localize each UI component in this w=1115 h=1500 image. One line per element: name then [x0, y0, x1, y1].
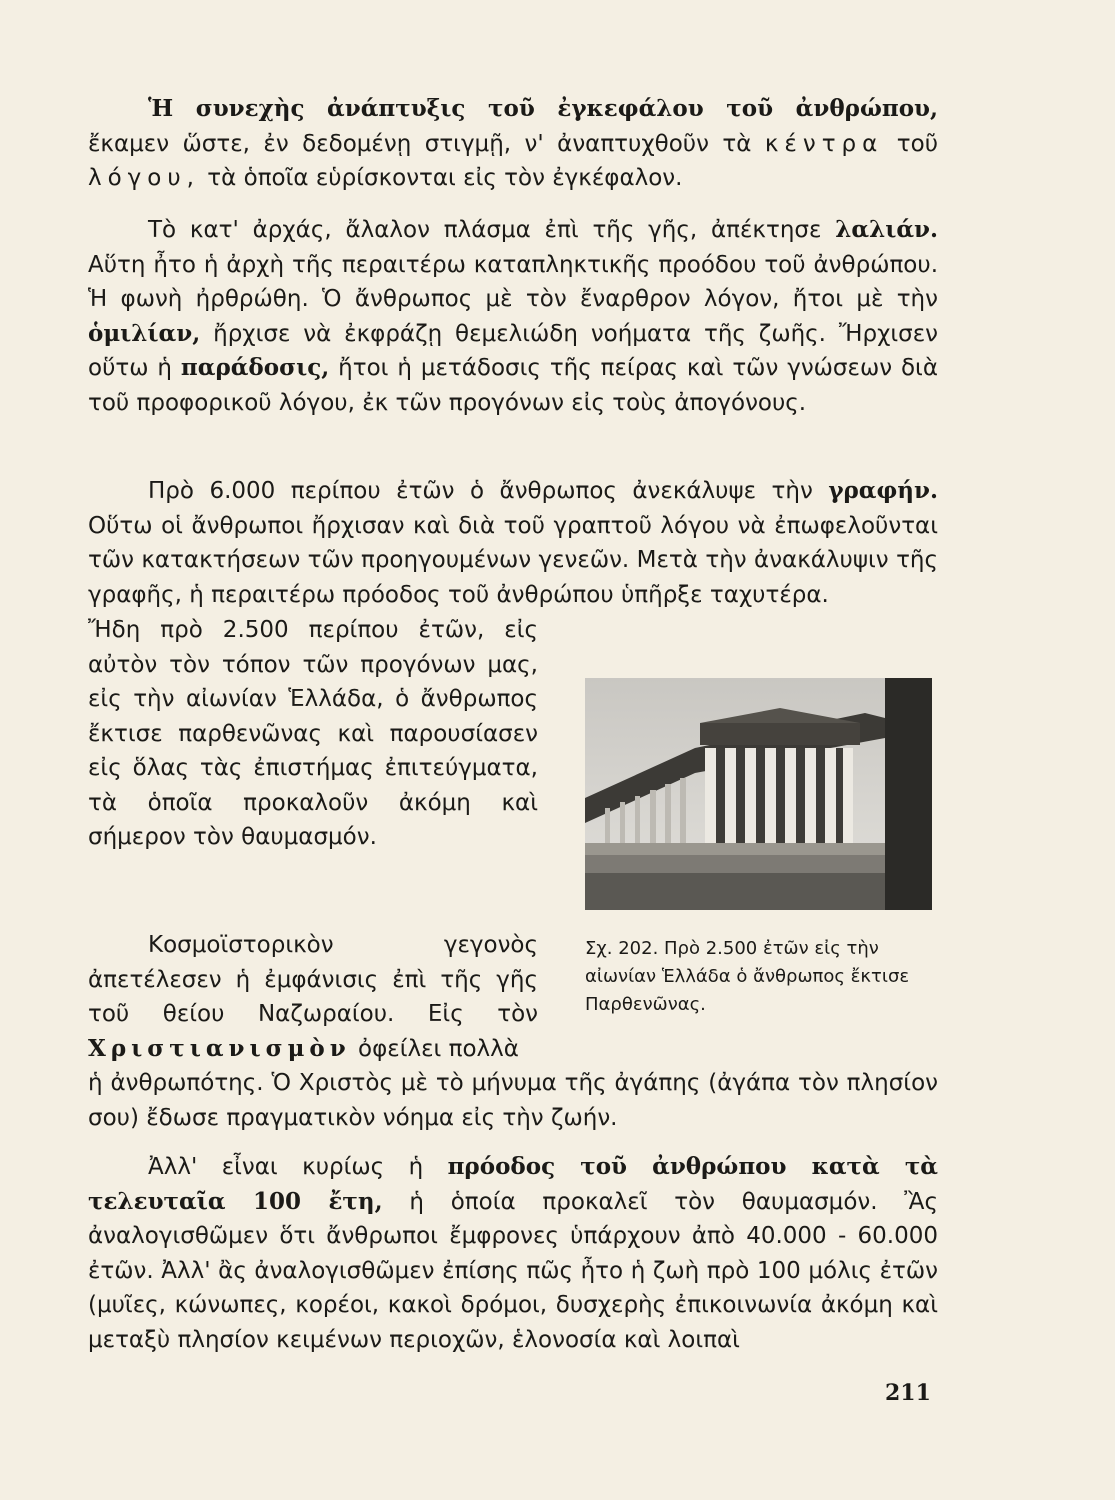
text-span: ὀφείλει πολλὰ — [350, 1036, 519, 1062]
paragraph-ancient-greece — [88, 613, 538, 855]
bold-term: γραφήν. — [828, 477, 938, 504]
text-span: Πρὸ 6.000 περίπου ἐτῶν ὁ ἄνθρωπος ἀνεκάλυψε τὴν — [148, 478, 829, 504]
text-span: Ἀλλ' εἶναι κυρίως ἡ — [148, 1154, 448, 1180]
text-span: Οὕτω οἱ ἄνθρωποι ἤρχισαν καὶ διὰ τοῦ γραπτοῦ λόγου νὰ ἐπωφελοῦνται τῶν κατακτήσεων τῶν προηγουμένων γενεῶν. Μετὰ τὴν ἀνακάλυψιν τῆς γραφῆς, ἡ περαιτέρω πρόοδος τοῦ ἀνθρώπου ὑπῆρξε ταχυτέρα. — [88, 512, 938, 608]
paragraph-christianity-line — [88, 1032, 538, 1067]
text-span: ἡ ὁποία προκαλεῖ τὸν θαυμασμόν. Ἂς ἀναλογισθῶμεν ὅτι ἄνθρωποι ἔμφρονες ὑπάρχουν ἀπὸ 40.000 - 60.000 ἐτῶν. Ἀλλ' ἂς ἀναλογισθῶμεν ἐπίσης πῶς ἦτο ἡ ζωὴ πρὸ 100 μόλις ἐτῶν (μυῖες, κώνωπες, κορέοι, κακοὶ δρόμοι, δυσχερὴς ἐπικοινωνία ἀκόμη καὶ μεταξὺ πλησίον κειμένων περιοχῶν, ἑλονοσία καὶ λοιπαὶ — [88, 1188, 938, 1353]
paragraph-progress — [88, 1150, 938, 1357]
parthenon-illustration — [585, 678, 932, 910]
page-number: 211 — [885, 1380, 931, 1406]
text-span: ἤρχισε νὰ ἐκφράζῃ θεμελιώδη νοήματα τῆς ζωῆς. Ἤρχισεν οὕτω ἡ — [88, 320, 938, 381]
text-span: τοῦ — [883, 130, 938, 157]
paragraph-writing — [88, 474, 938, 612]
text-span: ἡ ἀνθρωπότης. Ὁ Χριστὸς μὲ τὸ μήνυμα τῆς ἀγάπης (ἀγάπα τὸν πλησίον σου) ἔδωσε πραγματικὸν νόημα εἰς τὴν ζωήν. — [88, 1070, 938, 1131]
text-span: τὰ ὁποῖα εὑρίσκονται εἰς τὸν ἐγκέφαλον. — [200, 165, 683, 191]
bold-term: λαλιάν. — [835, 216, 938, 243]
text-span: Τὸ κατ' ἀρχάς, ἄλαλον πλάσμα ἐπὶ τῆς γῆς, ἀπέκτησε — [148, 217, 836, 243]
text-span: Κοσμοϊστορικὸν γεγονὸς ἀπετέλεσεν ἡ ἐμφάνισις ἐπὶ τῆς γῆς τοῦ θείου Ναζωραίου. Εἰς τὸν — [88, 932, 538, 1027]
parthenon-photo — [585, 678, 932, 910]
bold-term: ὁμιλίαν, — [88, 319, 201, 347]
text-span: Αὕτη ἦτο ἡ ἀρχὴ τῆς περαιτέρω καταπληκτικῆς προόδου τοῦ ἀνθρώπου. Ἡ φωνὴ ἠρθρώθη. Ὁ ἄνθρωπος μὲ τὸν ἔναρθρον λόγον, ἤτοι μὲ τὴν — [88, 251, 938, 312]
paragraph-christianity-part2 — [88, 1066, 938, 1135]
spaced-word: λόγου, — [88, 165, 200, 191]
figure-caption: Σχ. 202. Πρὸ 2.500 ἐτῶν εἰς τὴν αἰωνίαν Ἑλλάδα ὁ ἄνθρωπος ἔκτισε Παρθενῶνας. — [585, 938, 910, 1015]
spaced-bold-term: Χριστιανισμὸν — [88, 1035, 351, 1062]
bold-lead: Ἡ συνεχὴς ἀνάπτυξις τοῦ ἐγκεφάλου τοῦ ἀνθρώπου, — [148, 95, 938, 122]
paragraph-brain-development — [88, 92, 938, 196]
text-span: ἤτοι ἡ μετάδοσις τῆς πείρας καὶ τῶν γνώσεων διὰ τοῦ προφορικοῦ λόγου, ἐκ τῶν προγόνων εἰς τοὺς ἀπογόνους. — [88, 355, 938, 416]
paragraph-christianity-part1 — [88, 928, 538, 1032]
paragraph-speech — [88, 213, 938, 420]
text-span: Ἤδη πρὸ 2.500 περίπου ἐτῶν, εἰς αὐτὸν τὸν τόπον τῶν προγόνων μας, εἰς τὴν αἰωνίαν Ἑλλάδα, ὁ ἄνθρωπος ἔκτισε παρθενῶνας καὶ παρουσίασεν εἰς ὅλας τὰς ἐπιστήμας ἐπιτεύγματα, τὰ ὁποῖα προκαλοῦν ἀκόμη καὶ σήμερον τὸν θαυμασμόν. — [88, 617, 538, 850]
text-span: ἔκαμεν ὥστε, ἐν δεδομένῃ στιγμῇ, ν' ἀναπτυχθοῦν τὰ — [88, 130, 765, 157]
bold-term: πρόοδος τοῦ ἀνθρώπου κατὰ τὰ τελευταῖα 100 ἔτη, — [88, 1153, 938, 1215]
bold-term: παράδοσις, — [180, 354, 330, 381]
spaced-word: κέντρα — [764, 130, 884, 157]
